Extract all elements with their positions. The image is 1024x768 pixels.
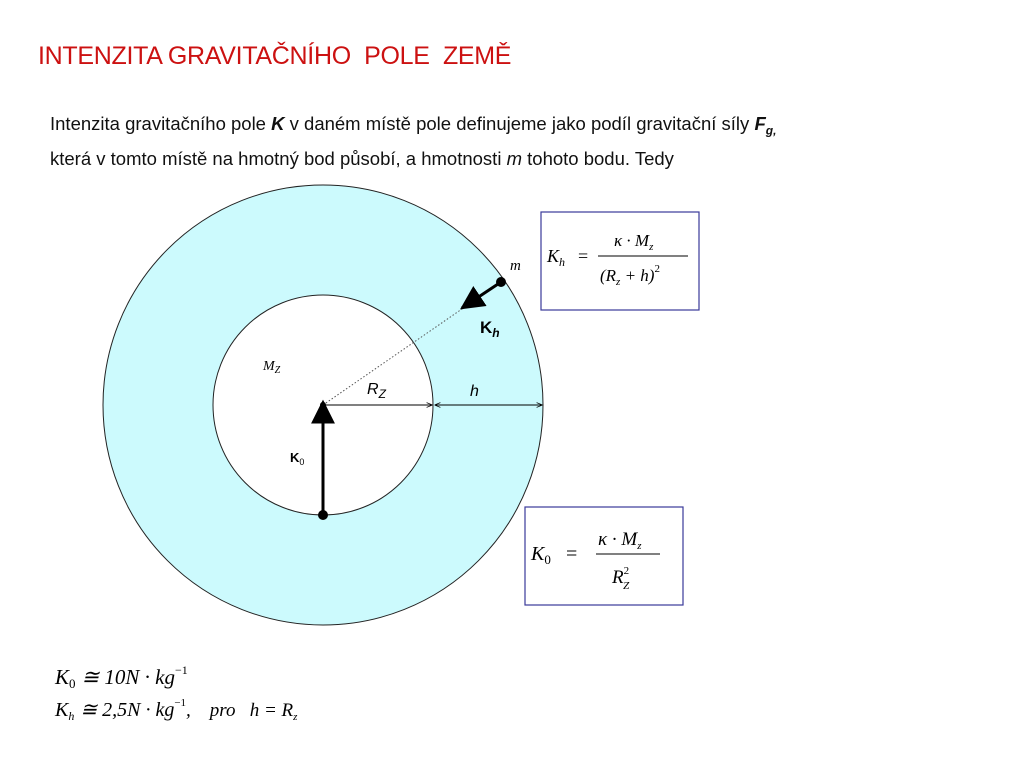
formula-k0-den-exp: 2 (623, 565, 630, 577)
symbol-f-main: F (754, 113, 766, 134)
symbol-m: m (506, 147, 522, 169)
k0-surface-point (318, 510, 328, 520)
intro-text-3: která v tomto místě na hmotný bod působí, a hmotnosti (50, 147, 507, 169)
result-2-exp: −1 (174, 697, 187, 709)
formula-k0-lhs-main: K (531, 543, 545, 565)
kh-label-sub: h (492, 326, 500, 340)
k0-label-sub: 0 (299, 457, 305, 467)
symbol-f (754, 113, 777, 138)
result-1-lhs: K (55, 665, 70, 689)
formula-kh-den-exp: 2 (654, 263, 660, 275)
result-line-2 (54, 697, 298, 723)
mass-point (496, 277, 506, 287)
mass-label: m (510, 258, 521, 274)
intro-text-1: Intenzita gravitačního pole (50, 113, 272, 134)
mz-label-main: M (263, 359, 275, 374)
result-2-rhs: ≅ 2,5N · kg (80, 699, 175, 721)
formula-kh-den-rest: + h) (620, 266, 655, 285)
formula-kh-denominator (600, 263, 660, 288)
formula-kh-num-main: κ · M (614, 231, 650, 250)
formula-kh-lhs-main: K (547, 246, 560, 266)
symbol-f-sub: g, (765, 123, 777, 138)
formula-kh-den-sub: z (616, 276, 621, 288)
result-1-exp: −1 (174, 663, 188, 677)
formula-k0-num-sub: z (637, 540, 642, 552)
formula-k0-den-sub: Z (623, 580, 630, 592)
mz-label-sub: Z (274, 365, 281, 376)
intro-text-4: tohoto bodu. Tedy (522, 147, 674, 169)
gravity-field-diagram (50, 180, 700, 725)
earth-center-point (320, 402, 326, 408)
result-2-lhs: K (55, 699, 69, 721)
formula-k0-numerator (598, 529, 642, 552)
result-2-cond-sub: z (293, 711, 298, 723)
rz-label-main: R (367, 381, 379, 398)
result-1-rhs: ≅ 10N · kg (81, 665, 175, 689)
formula-k0-lhs-sub: 0 (544, 552, 551, 567)
formula-kh-den-open: (R (600, 266, 617, 285)
kh-label-main: K (480, 318, 493, 337)
formula-k0-num-main: κ · M (598, 529, 638, 550)
k0-label-main: K (290, 450, 300, 465)
result-1-sub: 0 (69, 676, 76, 691)
formula-k0-eq: = (566, 543, 578, 565)
intro-text-2: v daném místě pole definujeme jako podíl gravitační síly (284, 113, 755, 134)
formula-k0-den-main: R (612, 567, 624, 588)
intro-paragraph (50, 110, 990, 173)
h-label: h (470, 383, 479, 400)
symbol-k: K (271, 113, 285, 134)
result-2-sub: h (68, 709, 75, 723)
result-2-cond: , pro h = R (186, 700, 294, 721)
rz-label-sub: Z (378, 387, 386, 401)
formula-kh-eq: = (578, 246, 589, 266)
formula-kh-numerator (614, 231, 654, 253)
formula-kh-num-sub: z (649, 241, 654, 253)
formula-kh-lhs-sub: h (559, 255, 566, 269)
page-title: INTENZITA GRAVITAČNÍHO POLE ZEMĚ (38, 42, 512, 70)
